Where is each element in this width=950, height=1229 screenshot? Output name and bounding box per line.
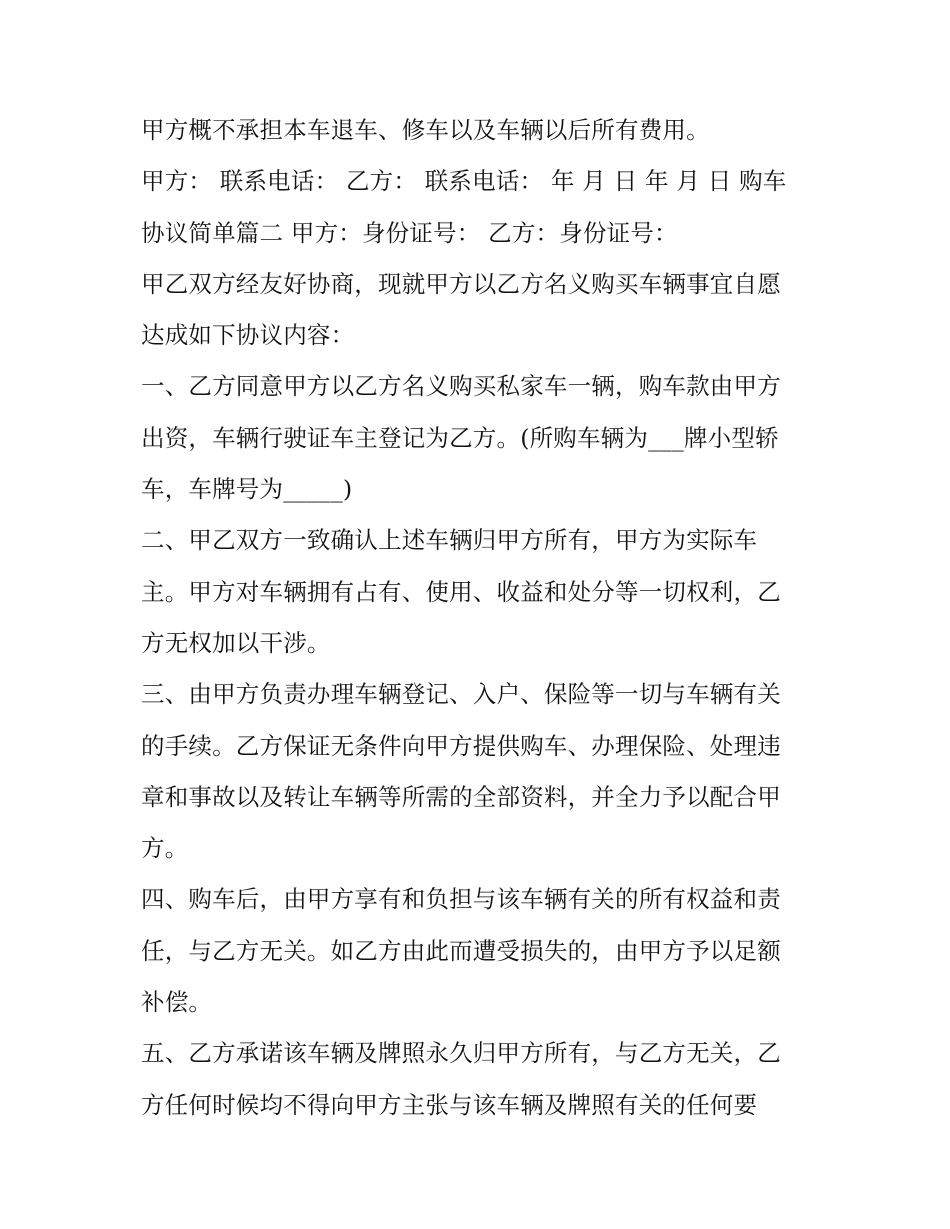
text-line-10: 主。甲方对车辆拥有占有、使用、收益和处分等一切权利，乙 <box>141 577 781 606</box>
text-line-16: 四、购车后，由甲方享有和负担与该车辆有关的所有权益和责 <box>141 885 781 914</box>
text-line-9: 二、甲乙双方一致确认上述车辆归甲方所有，甲方为实际车 <box>141 526 758 555</box>
text-line-15: 方。 <box>141 834 189 863</box>
text-line-5: 达成如下协议内容： <box>141 321 355 350</box>
text-line-11: 方无权加以干涉。 <box>141 628 331 657</box>
text-line-14: 章和事故以及转让车辆等所需的全部资料，并全力予以配合甲 <box>141 782 781 811</box>
text-line-19: 五、乙方承诺该车辆及牌照永久归甲方所有，与乙方无关，乙 <box>141 1039 781 1068</box>
text-line-4: 甲乙双方经友好协商，现就甲方以乙方名义购买车辆事宜自愿 <box>141 269 781 298</box>
text-line-2: 甲方： 联系电话： 乙方： 联系电话： 年 月 日 年 月 日 购车 <box>141 167 787 196</box>
text-line-12: 三、由甲方负责办理车辆登记、入户、保险等一切与车辆有关 <box>141 680 781 709</box>
text-line-18: 补偿。 <box>141 988 213 1017</box>
text-line-8: 车，车牌号为_____) <box>141 475 353 504</box>
text-line-7: 出资，车辆行驶证车主登记为乙方。(所购车辆为___牌小型轿 <box>141 423 779 452</box>
agreement-text <box>141 105 821 1131</box>
text-line-3: 协议简单篇二 甲方：身份证号： 乙方：身份证号： <box>141 218 678 247</box>
text-line-1: 甲方概不承担本车退车、修车以及车辆以后所有费用。 <box>141 116 710 144</box>
text-line-13: 的手续。乙方保证无条件向甲方提供购车、办理保险、处理违 <box>141 731 781 760</box>
text-line-17: 任，与乙方无关。如乙方由此而遭受损失的，由甲方予以足额 <box>141 936 781 965</box>
text-line-20: 方任何时候均不得向甲方主张与该车辆及牌照有关的任何要 <box>141 1090 758 1119</box>
text-line-6: 一、乙方同意甲方以乙方名义购买私家车一辆，购车款由甲方 <box>141 372 781 401</box>
